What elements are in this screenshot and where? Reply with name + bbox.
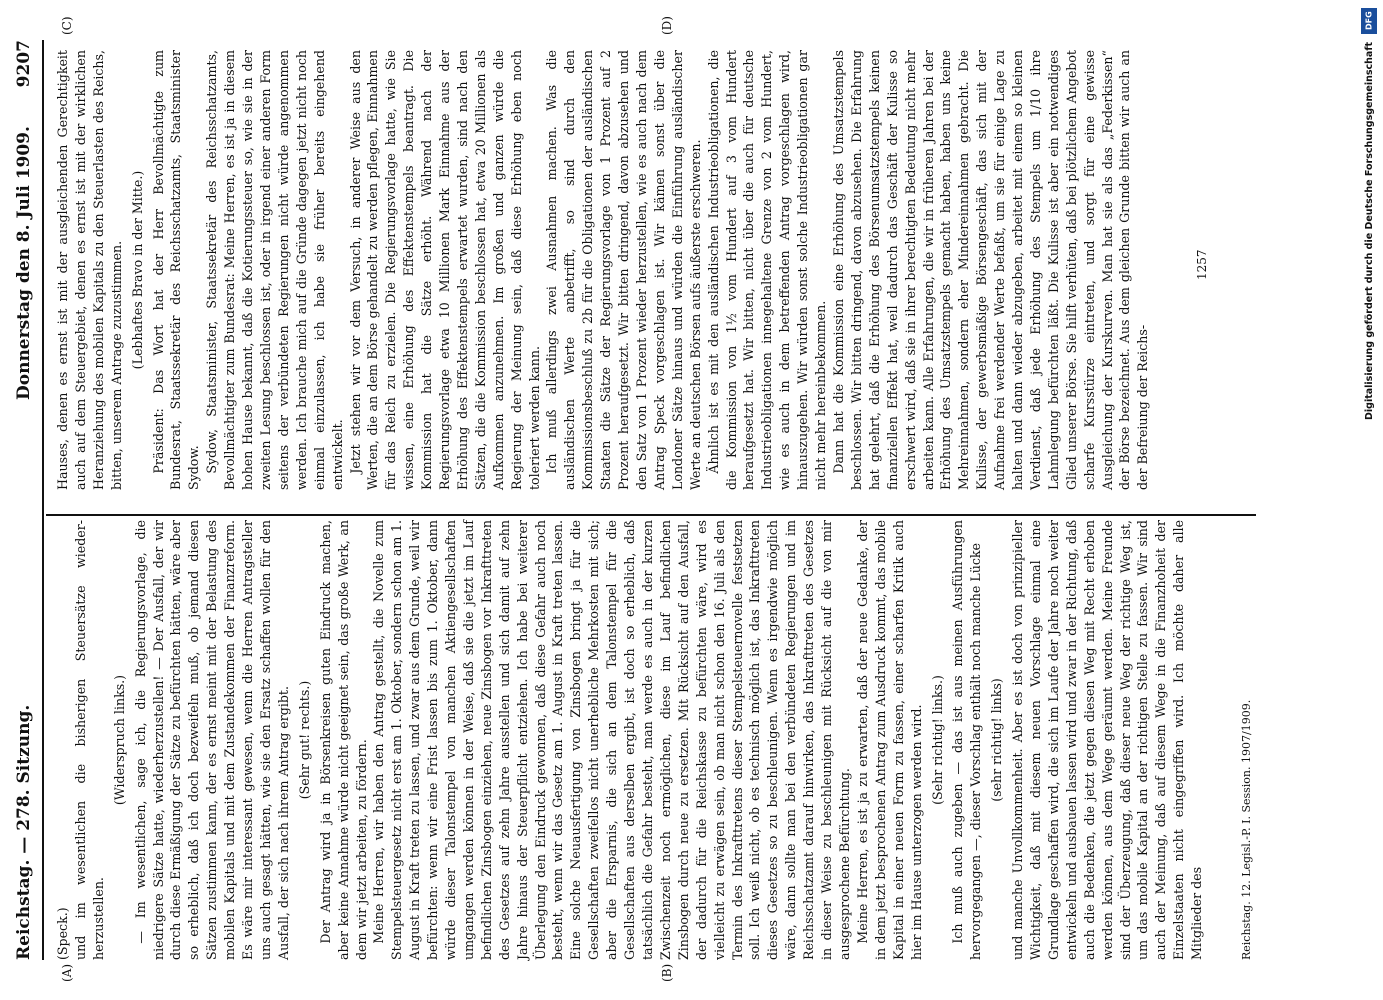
dfg-credit (1361, 8, 1377, 968)
paragraph: und im wesentlichen die bisherigen Steuersätze wieder-herzustellen. (72, 520, 106, 960)
paragraph: Ich muß allerdings zwei Ausnahmen machen. Was die ausländischen Werte anbetrifft, so sind durch den Kommissionsbeschluß zu 2b für die Obligationen der ausländischen Staaten die Sätze der Regierungsvorlage von 1 Prozent auf 2 Prozent heraufgesetzt. Wir bitten dringend, davon abzusehen und den Satz von 1 Prozent wieder herzustellen, wie es auch nach dem Antrag Speck vorgeschlagen ist. Wir kämen sonst über die Londoner Sätze hinaus und würden die Einführung ausländischer Werte an deutschen Börsen aufs äußerste erschweren. (544, 50, 703, 490)
paragraph: Ich muß auch zugeben — das ist aus meinen Ausführungen hervorgegangen —, dieser Vorschlag enthält noch manche Lücke (950, 520, 984, 960)
paragraph: (Speck.) (55, 907, 70, 960)
page-header (14, 40, 44, 960)
paragraph: Meine Herren, wir haben den Antrag gestellt, die Novelle zum Stempelsteuergesetz nicht erst am 1. Oktober, sondern schon am 1. August in Kraft treten zu lassen, und zwar aus dem Grunde, weil wir befürchten: wenn wir eine Frist lassen bis zum 1. Oktober, dann würde dieser Talonstempel von manchen Aktiengesellschaften umgangen werden können in der Weise, daß sie die jetzt im Lauf befindlichen Zinsbogen einziehen, neue Zinsbogen vor Inkrafttreten des Gesetzes auf zehn Jahre ausstellen und sich damit auf zehn Jahre hinaus der Steuerpflicht entziehen. Ich habe bei weiterer Überlegung den Eindruck gewonnen, daß diese Gefahr auch noch besteht, wenn wir das Gesetz am 1. August in Kraft treten lassen. Eine solche Neuausfertigung von Zinsbogen bringt ja für die Gesellschaften zweifellos nicht unerhebliche Mehrkosten mit sich; aber die Ersparnis, die sich an dem Talonstempel für die Gesellschaften aus derselben ergibt, ist doch so erheblich, daß tatsächlich die Gefahr besteht, man werde es auch in der kurzen Zwischenzeit noch ermöglichen, diese im Lauf befindlichen Zinsbogen durch neue zu ersetzen. Mit Rücksicht auf den Ausfall, der dadurch für die Reichskasse zu befürchten wäre, wird es vielleicht zu erwägen sein, ob man nicht schon den 16. Juli als den Termin des Inkrafttretens dieser Stempelsteuernovelle festsetzen soll. Ich weiß nicht, ob es technisch möglich ist, das Inkrafttreten dieses Gesetzes so zu beschleunigen. Wenn es irgendwie möglich wäre, dann sollte man bei den verbündeten Regierungen und im Reichsschatzamt darauf hinwirken, das Inkrafttreten des Gesetzes in dieser Weise zu beschleunigen mit Rücksicht auf die von mir ausgesprochene Befürchtung. (371, 520, 852, 960)
margin-letter-a: (A) (60, 963, 74, 982)
right-footer: 1257 (1195, 249, 1209, 280)
paragraph: Meine Herren, es ist ja zu erwarten, daß der neue Gedanke, der in dem jetzt besprochenen Antrag zum Ausdruck kommt, das mobile Kapital in einer neuen Form zu fassen, einer scharfen Kritik auch hier im Hause unterzogen werden wird. (854, 520, 924, 960)
interjection: (Widerspruch links.) (111, 674, 127, 806)
paragraph: Ähnlich ist es mit den ausländischen Industrieobligationen, die die Kommission von 1½ vom Hundert auf 3 vom Hundert heraufgesetzt hat. Wir bitten, nicht über die auch für deutsche Industrieobligationen innegehaltene Grenze von 2 vom Hundert, wie es auch in dem betreffenden Antrag vorgeschlagen wird, hinauszugehen. Wir würden sonst solche Industrieobligationen gar nicht mehr hereinbekommen. (705, 50, 829, 490)
interjection: (sehr richtig! links) (989, 678, 1005, 802)
margin-letter-d: (D) (660, 16, 674, 35)
paragraph: Sydow, Staatsminister, Staatssekretär des Reichsschatzamts, Bevollmächtigter zum Bundesrat: Meine Herren, es ist ja in diesem hohen Hause bekannt, daß die Kotierungssteuer so, wie sie in der zweiten Lesung beschlossen ist, oder in irgend einer anderen Form seitens der verbündeten Regierungen nicht würde angenommen werden. Ich brauche mich auf die Gründe dagegen jetzt nicht noch einmal einzulassen, ich habe sie früher bereits eingehend entwickelt. (204, 50, 345, 490)
interjection: (Sehr gut! rechts.) (296, 680, 312, 800)
paragraph: Der Antrag wird ja in Börsenkreisen guten Eindruck machen, aber keine Annahme würde nicht geeignet sein, das große Werk, an dem wir jetzt arbeiten, zu fördern. (317, 520, 369, 960)
paragraph: — Im wesentlichen, sage ich, die Regierungsvorlage, die niedrigere Sätze hatte, wiederherzustellen! — Der Ausfall, der wir durch diese Ermäßigung der Sätze zu befürchten hätten, wäre aber so erheblich, daß ich doch bezweifeln muß, ob jemand diesen Sätzen zustimmen kann, der es ernst meint mit der Belastung des mobilen Kapitals und mit dem Zustandekommen der Finanzreform. Es wäre mir interessant gewesen, wenn die Herren Antragsteller uns auch gesagt hätten, wie sie den Ersatz schaffen wollen für den Ausfall, der sich nach ihrem Antrag ergibt. (132, 520, 291, 960)
paragraph: Hauses, denen es ernst ist mit der ausgleichenden Gerechtigkeit auch auf dem Steuergebiet, denen es ernst ist mit der wirklichen Heranziehung des mobilen Kapitals zu den Steuerlasten des Reichs, bitten, unserem Antrage zuzustimmen. (55, 50, 124, 490)
column-divider (46, 515, 1256, 517)
header-center: Donnerstag den 8. Juli 1909. (14, 126, 34, 400)
left-footer: Reichstag. 12. Legisl.-P. I. Session. 1907/1909. (1240, 699, 1253, 960)
interjection: (Lebhaftes Bravo in der Mitte.) (129, 170, 145, 370)
paragraph: Präsident: Das Wort hat der Herr Bevollmächtigte zum Bundesrat, Staatssekretär des Reichsschatzamts, Staatsminister Sydow. (150, 50, 202, 490)
margin-letter-c: (C) (60, 16, 74, 35)
header-left: Reichstag. — 278. Sitzung. (14, 704, 34, 960)
paragraph: Dann hat die Kommission eine Erhöhung des Umsatzstempels beschlossen. Wir bitten dringend, davon abzusehen. Die Erfahrung hat gelehrt, daß die Erhöhung des Börsenumsatzstempels keinen finanziellen Effekt hat, weil dadurch das Geschäft der Kulisse so erschwert wird, daß sie in ihrer berechtigten Bedeutung nicht mehr arbeiten kann. Alle Erfahrungen, die wir in früheren Jahren bei der Erhöhung des Umsatzstempels gemacht haben, haben uns keine Mehreinnahmen, sondern eher Mindereinnahmen gebracht. Die Kulisse, der gewerbsmäßige Börsengeschäft, das sich mit der Aufnahme frei werdender Werte befaßt, um sie für einige Lage zu halten und dann wieder abzugeben, arbeitet mit einem so kleinen Verdienst, daß jede Erhöhung des Stempels um 1/10 ihre Lahmlegung befürchten läßt. Die Kulisse ist aber ein notwendiges Glied unserer Börse. Sie hilft verhüten, daß bei plötzlichem Angebot scharfe Kursstürze eintreten, und sorgt für eine gewisse Ausgleichung der Kurskurven. Man hat sie als das „Federkissen“ der Börse bezeichnet. Aus dem gleichen Grunde bitten wir auch an der Befreiung der Reichs- (830, 50, 1151, 490)
paragraph: Jetzt stehen wir vor dem Versuch, in anderer Weise aus den Werten, die an dem Börse gehandelt zu werden pflegen, Einnahmen für das Reich zu erzielen. Die Regierungsvorlage hatte, wie Sie wissen, eine Erhöhung des Effektenstempels beantragt. Die Kommission hat die Sätze erhöht. Während nach der Regierungsvorlage etwa 10 Millionen Mark Einnahme aus der Erhöhung des Effektenstempels erwartet wurden, sind nach den Sätzen, die die Kommission beschlossen hat, etwa 20 Millionen als Aufkommen anzunehmen. Im großen und ganzen würde die Regierung der Meinung sein, daß diese Erhöhung eben noch toleriert werden kann. (347, 50, 542, 490)
margin-letter-b: (B) (660, 963, 674, 982)
page-number: 9207 (14, 40, 34, 88)
paragraph: und manche Unvollkommenheit. Aber es ist doch von prinzipieller Wichtigkeit, daß mit diesem neuen Vorschlage einmal eine Grundlage geschaffen wird, die sich im Laufe der Jahre noch weiter entwickeln und ausbauen lassen wird und zwar in der Richtung, daß auch die Bedenken, die jetzt gegen diesen Weg mit Recht erhoben werden können, aus dem Wege geräumt werden. Meine Freunde sind der Überzeugung, daß dieser neue Weg der richtige Weg ist, um das mobile Kapital an der richtigen Stelle zu fassen. Wir sind auch der Meinung, daß auf diesem Wege in die Finanzhoheit der Einzelstaaten nicht eingegriffen wird. Ich möchte daher alle Mitglieder des (1010, 520, 1205, 960)
left-column (54, 520, 1206, 960)
dfg-credit-text: Digitalisierung gefördert durch die Deutsche Forschungsgemeinschaft (1364, 42, 1375, 420)
dfg-logo: DFG (1361, 8, 1377, 34)
interjection: (Sehr richtig! links.) (929, 675, 945, 805)
right-column (54, 50, 1152, 490)
